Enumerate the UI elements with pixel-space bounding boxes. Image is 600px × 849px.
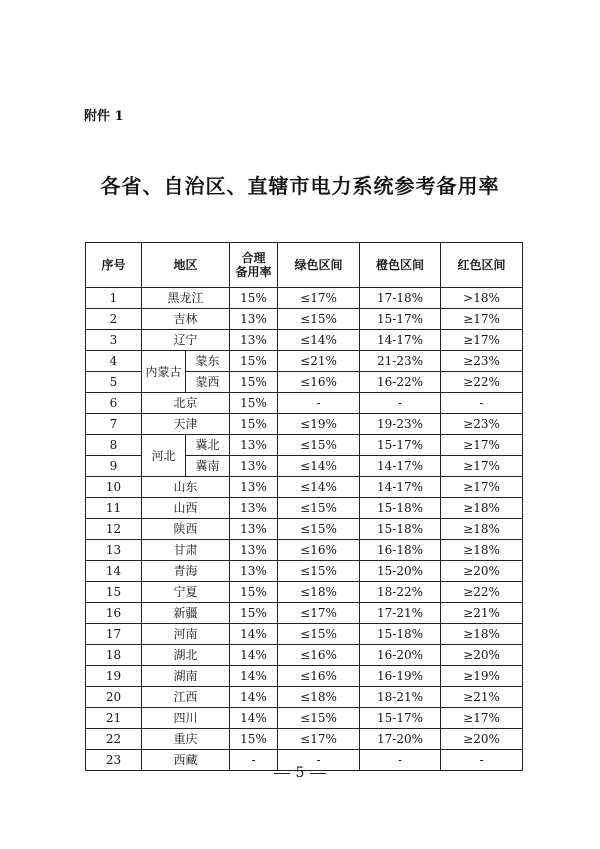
region-cell: 天津 [142, 414, 230, 435]
green-range-cell: ≤17% [278, 603, 360, 624]
row-number-cell: 12 [86, 519, 142, 540]
page-number [0, 765, 600, 781]
page-dash-left [274, 773, 290, 774]
row-number-cell: 9 [86, 456, 142, 477]
region-cell: 重庆 [142, 729, 230, 750]
table-row [86, 561, 523, 582]
reserve-rate-table [85, 242, 523, 771]
orange-range-cell: 15-18% [360, 498, 441, 519]
red-range-cell: >18% [441, 288, 523, 309]
green-range-cell: ≤14% [278, 330, 360, 351]
table-row [86, 624, 523, 645]
red-range-cell: ≥22% [441, 372, 523, 393]
subregion-cell: 蒙东 [186, 351, 230, 372]
green-range-cell: ≤14% [278, 456, 360, 477]
row-number-cell: 5 [86, 372, 142, 393]
reserve-rate-cell: 15% [230, 414, 278, 435]
table-row [86, 729, 523, 750]
subregion-cell: 冀北 [186, 435, 230, 456]
row-number-cell: 11 [86, 498, 142, 519]
table-row [86, 414, 523, 435]
region-cell: 青海 [142, 561, 230, 582]
attachment-label: 附件 1 [84, 109, 124, 124]
region-cell: 黑龙江 [142, 288, 230, 309]
orange-range-cell: 19-23% [360, 414, 441, 435]
reserve-rate-cell: 15% [230, 603, 278, 624]
orange-range-cell: 15-17% [360, 708, 441, 729]
red-range-cell: ≥20% [441, 561, 523, 582]
red-range-cell: ≥17% [441, 477, 523, 498]
col-header-no: 序号 [86, 243, 142, 288]
row-number-cell: 17 [86, 624, 142, 645]
row-number-cell: 10 [86, 477, 142, 498]
table-row [86, 603, 523, 624]
row-number-cell: 13 [86, 540, 142, 561]
row-number-cell: 6 [86, 393, 142, 414]
region-cell: 辽宁 [142, 330, 230, 351]
orange-range-cell: 15-17% [360, 309, 441, 330]
red-range-cell: ≥23% [441, 414, 523, 435]
green-range-cell: ≤16% [278, 666, 360, 687]
table-row [86, 519, 523, 540]
reserve-rate-cell: 13% [230, 540, 278, 561]
green-range-cell: ≤18% [278, 687, 360, 708]
table-row [86, 645, 523, 666]
green-range-cell: - [278, 393, 360, 414]
table-header-row [86, 243, 523, 288]
table-row [86, 309, 523, 330]
row-number-cell: 8 [86, 435, 142, 456]
col-header-rate: 合理 备用率 [230, 243, 278, 288]
orange-range-cell: 16-20% [360, 645, 441, 666]
table-row [86, 687, 523, 708]
orange-range-cell: - [360, 393, 441, 414]
red-range-cell: ≥21% [441, 687, 523, 708]
subregion-cell: 蒙西 [186, 372, 230, 393]
red-range-cell: - [441, 393, 523, 414]
orange-range-cell: 14-17% [360, 477, 441, 498]
table-row [86, 330, 523, 351]
row-number-cell: 20 [86, 687, 142, 708]
orange-range-cell: 16-19% [360, 666, 441, 687]
reserve-rate-cell: 14% [230, 708, 278, 729]
col-header-red: 红色区间 [441, 243, 523, 288]
region-cell: 陕西 [142, 519, 230, 540]
region-cell: 吉林 [142, 309, 230, 330]
region-cell: 四川 [142, 708, 230, 729]
red-range-cell: ≥18% [441, 624, 523, 645]
region-cell: 河南 [142, 624, 230, 645]
red-range-cell: ≥17% [441, 435, 523, 456]
region-group-cell: 内蒙古 [142, 351, 186, 393]
table-row [86, 393, 523, 414]
reserve-rate-cell: 15% [230, 351, 278, 372]
green-range-cell: ≤16% [278, 372, 360, 393]
orange-range-cell: - [360, 750, 441, 771]
red-range-cell: ≥22% [441, 582, 523, 603]
reserve-rate-cell: 14% [230, 645, 278, 666]
row-number-cell: 22 [86, 729, 142, 750]
region-cell: 山东 [142, 477, 230, 498]
red-range-cell: ≥17% [441, 456, 523, 477]
green-range-cell: ≤15% [278, 519, 360, 540]
region-cell: 江西 [142, 687, 230, 708]
table-row [86, 435, 523, 456]
row-number-cell: 18 [86, 645, 142, 666]
page-title: 各省、自治区、直辖市电力系统参考备用率 [100, 174, 500, 198]
green-range-cell: ≤15% [278, 435, 360, 456]
green-range-cell: ≤15% [278, 561, 360, 582]
reserve-rate-cell: 13% [230, 309, 278, 330]
region-cell: 宁夏 [142, 582, 230, 603]
reserve-rate-cell: 14% [230, 624, 278, 645]
table-row [86, 498, 523, 519]
orange-range-cell: 17-20% [360, 729, 441, 750]
region-cell: 北京 [142, 393, 230, 414]
reserve-rate-cell: 13% [230, 477, 278, 498]
red-range-cell: ≥17% [441, 708, 523, 729]
red-range-cell: ≥17% [441, 309, 523, 330]
red-range-cell: ≥18% [441, 519, 523, 540]
orange-range-cell: 14-17% [360, 330, 441, 351]
orange-range-cell: 17-18% [360, 288, 441, 309]
row-number-cell: 16 [86, 603, 142, 624]
green-range-cell: ≤19% [278, 414, 360, 435]
orange-range-cell: 18-21% [360, 687, 441, 708]
reserve-rate-cell: - [230, 750, 278, 771]
region-group-cell: 河北 [142, 435, 186, 477]
reserve-rate-cell: 13% [230, 498, 278, 519]
green-range-cell: ≤16% [278, 540, 360, 561]
reserve-rate-cell: 15% [230, 288, 278, 309]
col-header-green: 绿色区间 [278, 243, 360, 288]
orange-range-cell: 15-18% [360, 624, 441, 645]
row-number-cell: 1 [86, 288, 142, 309]
reserve-rate-cell: 14% [230, 687, 278, 708]
table-row [86, 351, 523, 372]
table-row [86, 666, 523, 687]
subregion-cell: 冀南 [186, 456, 230, 477]
region-cell: 湖南 [142, 666, 230, 687]
row-number-cell: 7 [86, 414, 142, 435]
row-number-cell: 23 [86, 750, 142, 771]
table-row [86, 288, 523, 309]
green-range-cell: ≤14% [278, 477, 360, 498]
row-number-cell: 4 [86, 351, 142, 372]
table-row [86, 477, 523, 498]
orange-range-cell: 21-23% [360, 351, 441, 372]
red-range-cell: ≥21% [441, 603, 523, 624]
orange-range-cell: 14-17% [360, 456, 441, 477]
row-number-cell: 14 [86, 561, 142, 582]
red-range-cell: ≥23% [441, 351, 523, 372]
green-range-cell: ≤16% [278, 645, 360, 666]
green-range-cell: - [278, 750, 360, 771]
reserve-rate-cell: 15% [230, 729, 278, 750]
reserve-rate-cell: 15% [230, 393, 278, 414]
reserve-rate-cell: 15% [230, 372, 278, 393]
row-number-cell: 3 [86, 330, 142, 351]
green-range-cell: ≤17% [278, 288, 360, 309]
green-range-cell: ≤15% [278, 498, 360, 519]
green-range-cell: ≤18% [278, 582, 360, 603]
region-cell: 湖北 [142, 645, 230, 666]
table-row [86, 540, 523, 561]
orange-range-cell: 15-18% [360, 519, 441, 540]
reserve-rate-cell: 14% [230, 666, 278, 687]
orange-range-cell: 15-17% [360, 435, 441, 456]
reserve-rate-cell: 13% [230, 456, 278, 477]
region-cell: 新疆 [142, 603, 230, 624]
orange-range-cell: 18-22% [360, 582, 441, 603]
orange-range-cell: 16-22% [360, 372, 441, 393]
green-range-cell: ≤17% [278, 729, 360, 750]
red-range-cell: ≥18% [441, 540, 523, 561]
red-range-cell: ≥17% [441, 330, 523, 351]
col-header-orange: 橙色区间 [360, 243, 441, 288]
reserve-rate-cell: 13% [230, 330, 278, 351]
red-range-cell: - [441, 750, 523, 771]
row-number-cell: 21 [86, 708, 142, 729]
green-range-cell: ≤15% [278, 624, 360, 645]
row-number-cell: 15 [86, 582, 142, 603]
orange-range-cell: 15-20% [360, 561, 441, 582]
orange-range-cell: 16-18% [360, 540, 441, 561]
green-range-cell: ≤15% [278, 708, 360, 729]
reserve-rate-cell: 13% [230, 561, 278, 582]
page-dash-right [310, 773, 326, 774]
red-range-cell: ≥19% [441, 666, 523, 687]
region-cell: 甘肃 [142, 540, 230, 561]
page-number-value: 5 [295, 765, 305, 781]
green-range-cell: ≤21% [278, 351, 360, 372]
red-range-cell: ≥20% [441, 729, 523, 750]
reserve-rate-cell: 15% [230, 582, 278, 603]
table-row [86, 582, 523, 603]
table-row [86, 708, 523, 729]
reserve-rate-cell: 13% [230, 519, 278, 540]
green-range-cell: ≤15% [278, 309, 360, 330]
col-header-region: 地区 [142, 243, 230, 288]
red-range-cell: ≥18% [441, 498, 523, 519]
row-number-cell: 19 [86, 666, 142, 687]
row-number-cell: 2 [86, 309, 142, 330]
region-cell: 山西 [142, 498, 230, 519]
region-cell: 西藏 [142, 750, 230, 771]
orange-range-cell: 17-21% [360, 603, 441, 624]
reserve-rate-cell: 13% [230, 435, 278, 456]
red-range-cell: ≥20% [441, 645, 523, 666]
